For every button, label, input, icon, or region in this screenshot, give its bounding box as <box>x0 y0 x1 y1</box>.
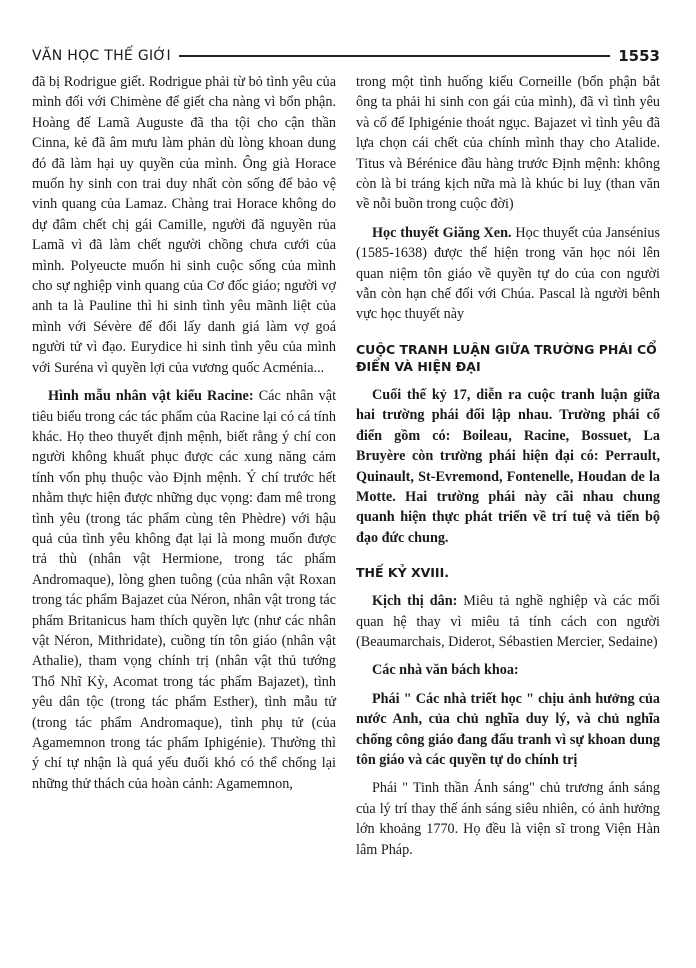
paragraph: trong một tình huống kiểu Corneille (bổn phận bắt ông ta phải hi sinh con gái của mình), đã vì tình yêu và cố để Iphigénie thoát ngục. Bajazet vì tình yêu đã lựa chọn cái chết của chính mình thay cho Atalide. Titus và Bérénice đầu hàng trước Định mệnh: không còn là bi tráng kịch nữa mà là khúc bi luỵ (than văn về nỗi buồn trong cuộc đời) <box>356 74 660 213</box>
bold-paragraph: Phái " Các nhà triết học " chịu ảnh hưởng của nước Anh, của chủ nghĩa duy lý, và chủ nghĩa chống công giáo đang đấu tranh vì sự khoan dung tôn giáo và các quyền tự do chính trị <box>356 690 660 768</box>
page-number: 1553 <box>618 47 660 65</box>
left-column <box>32 72 336 860</box>
paragraph <box>356 591 660 652</box>
page-header <box>32 44 660 68</box>
paragraph: đã bị Rodrigue giết. Rodrigue phải từ bỏ tình yêu của mình đối với Chimène để giết cha nàng vì bổn phận. Hoàng đế Lamã Auguste đã tha tội cho cận thần Cinna, kẻ đã âm mưu làm phản dù lòng khoan dung đó đã làm hại uy quyền của mình. Ông già Horace muốn hy sinh con trai duy nhất còn sống để bảo vệ vinh quang của Lamaz. Chàng trai Horace không do dự đâm chết chị gái Camille, người đã nguyền rủa Lamã vì đã làm chết người chồng chưa cưới của mình. Polyeucte muốn hi sinh cuộc sống của mình cho sự nghiệp vinh quang của Cơ đốc giáo; người vợ anh ta là Pauline thì hi sinh tình yêu mãnh liệt của mình với Sévère để đổi lấy danh giá làm vợ goá người tử vì đạo. Eurydice hi sinh tình yêu của mình với Suréna vì quyền lợi của vương quốc Acménia... <box>32 74 336 376</box>
header-rule <box>179 55 610 57</box>
paragraph <box>32 386 336 794</box>
paragraph: Phái " Tinh thần Ánh sáng" chủ trương ánh sáng của lý trí thay thế ánh sáng siêu nhiên, có ảnh hưởng lớn khoảng 1770. Họ đều là viện sĩ trong Viện Hàn lâm Pháp. <box>356 780 660 858</box>
paragraph-text: Miêu tả nghề nghiệp và các mối quan hệ thay vì miêu tả tính cách con người (Beaumarchais, Diderot, Sébastien Mercier, Sedaine) <box>356 593 660 650</box>
run-in-heading: Hình mẫu nhân vật kiểu Racine: <box>48 388 254 405</box>
paragraph-text: Các nhân vật tiêu biểu trong các tác phẩm của Racine lại có cá tính khác. Họ theo thuyết định mệnh, biết rằng ý chí con người không khuất phục được các xung năng cảm tính vốn phụ thuộc vào Định mệnh. Ý chí trước hết nhằm thực hiện được những dục vọng: đam mê trong tình yêu (trong tác phẩm cùng tên Phèdre) với hậu quả của tình yêu không đạt lại là mong muốn được trả thù (nhân vật Hermione, trong tác phẩm Andromaque), lòng ghen tuông (của nhân vật Roxan trong tác phẩm Bajazet của Néron, nhân vật trong tác phẩm Britanicus ham thích quyền lực (như các nhân vật Néron, Mithridate), cuồng tín tôn giáo (nhân vật Athalie), tham vọng chính trị (nhân vật thủ tướng Thổ Nhĩ Kỳ, Acomat trong tác phẩm Bajazet), tình yêu dân tộc (trong tác phẩm Esther), tình mẫu tử (trong tác phẩm Andromaque), tình phụ tử (của Agamemnon trong tác phẩm Iphigénie). Thường thì ý chí tự nhận là quá yếu đuối khó có thể chống lại những thử thách của hoàn cảnh: Agamemnon, <box>32 388 337 792</box>
run-in-heading: Học thuyết Giăng Xen. <box>372 224 512 241</box>
paragraph-text: Học thuyết của Jansénius (1585-1638) được thể hiện trong văn học nói lên quan niệm tôn giáo về quyền tự do của con người vẫn còn hạn chế đối với Chúa. Pascal là người bênh vực học thuyết này <box>356 224 660 323</box>
running-title: VĂN HỌC THẾ GIỚI <box>32 48 171 64</box>
sub-heading: Các nhà văn bách khoa: <box>372 662 519 679</box>
lead-paragraph: Cuối thế kỷ 17, diễn ra cuộc tranh luận giữa hai trường phái đối lập nhau. Trường phái cổ điển gồm có: Boileau, Racine, Bossuet, La Bruyère còn trường phái hiện đại có: Perrault, Quinault, St-Evremond, Fontenelle, Houdan de la Motte. Hai trường phái này cãi nhau chung quanh hiện thực phát triển về trí tuệ và tiến bộ đạo đức chung. <box>356 386 660 546</box>
paragraph <box>356 223 660 325</box>
section-heading: THẾ KỶ XVIII. <box>356 565 449 581</box>
run-in-heading: Kịch thị dân: <box>372 593 458 610</box>
two-column-body <box>32 72 660 860</box>
section-heading: CUỘC TRANH LUẬN GIỮA TRƯỜNG PHÁI CỔ ĐIỂN VÀ HIỆN ĐẠI <box>356 341 657 374</box>
right-column <box>356 72 660 860</box>
